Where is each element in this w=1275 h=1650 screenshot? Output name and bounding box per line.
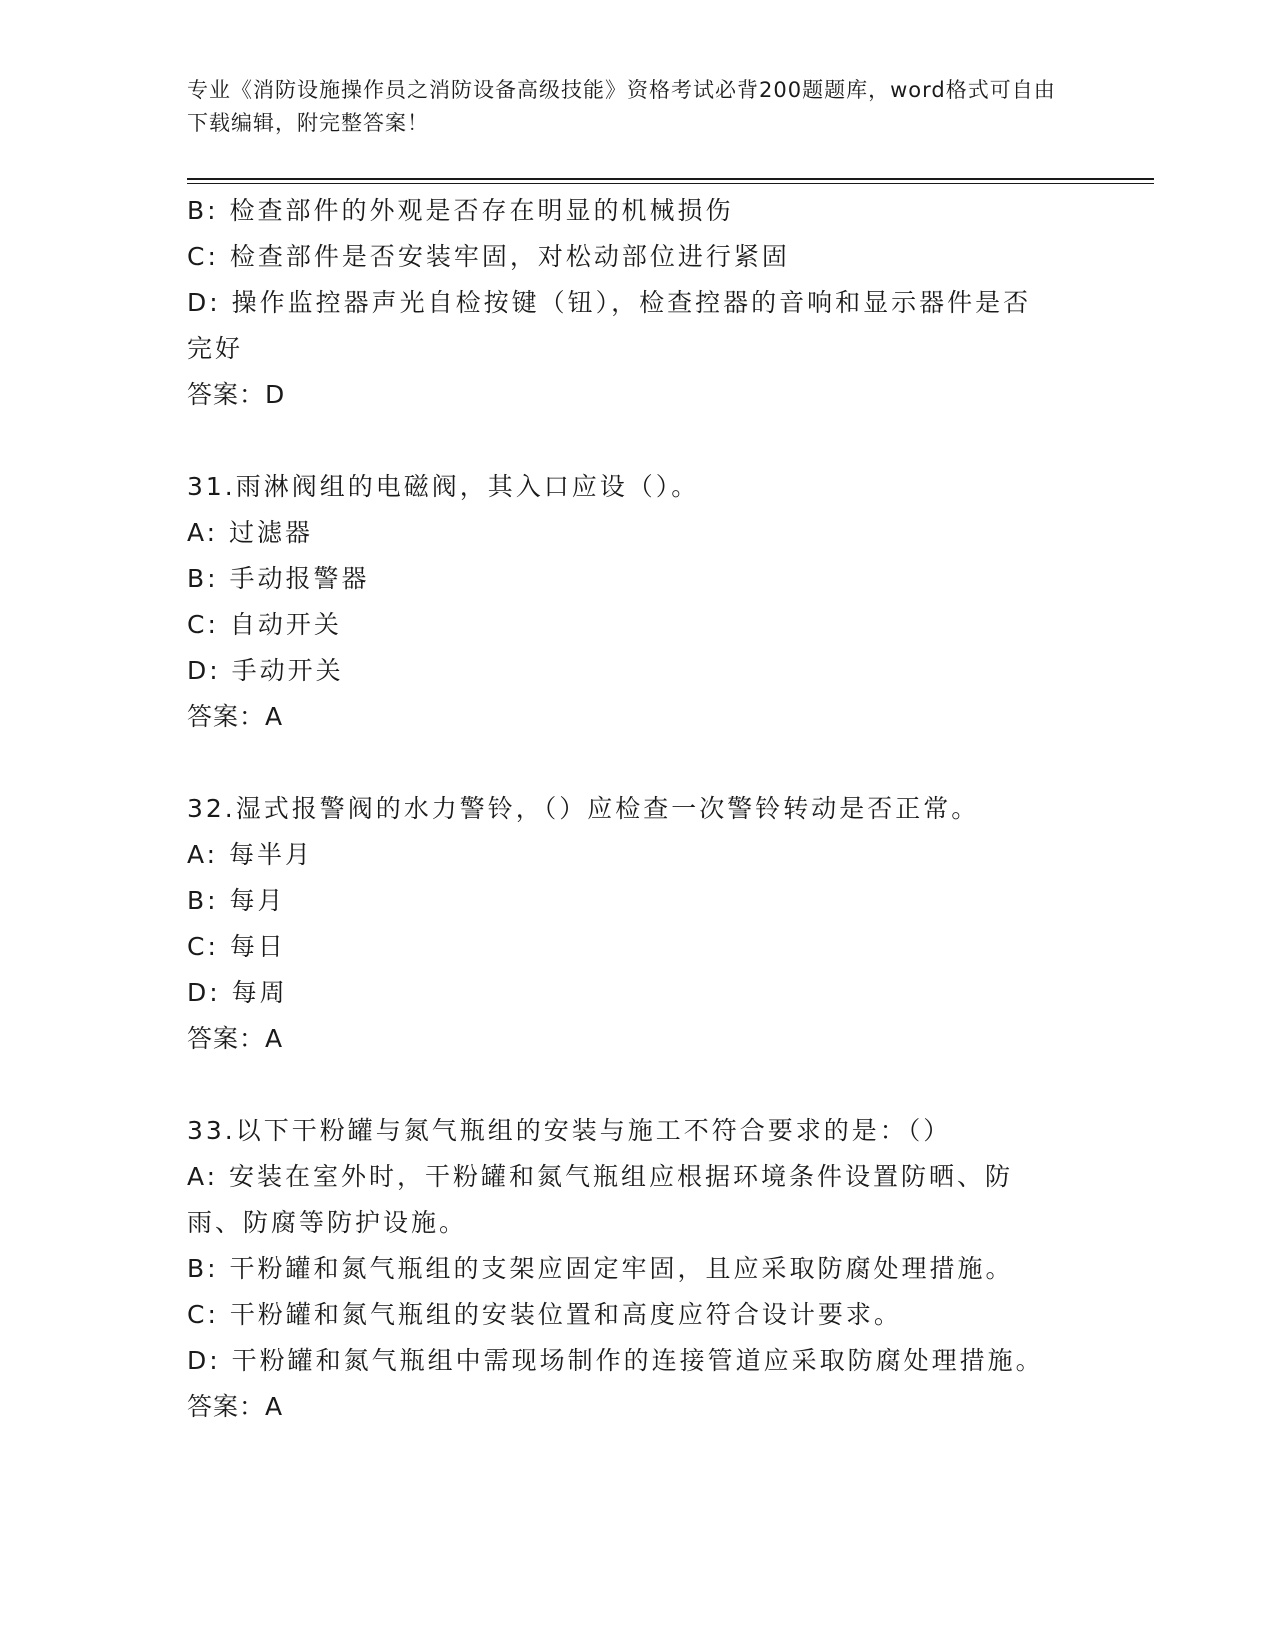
option-b: B: 干粉罐和氮气瓶组的支架应固定牢固，且应采取防腐处理措施。 (187, 1254, 1014, 1283)
spacer (187, 1062, 1067, 1108)
answer-label: 答案： (187, 1024, 266, 1053)
answer-value: A (265, 1392, 284, 1421)
spacer (187, 740, 1067, 786)
header-rule-thin (187, 183, 1154, 184)
answer-label: 答案： (187, 380, 266, 409)
option-d: D: 操作监控器声光自检按键（钮），检查控器的音响和显示器件是否完好 (187, 288, 1032, 363)
document-header: 专业《消防设施操作员之消防设备高级技能》资格考试必背200题题库，word格式可自由下载编辑，附完整答案！ (187, 78, 1056, 135)
question-stem: 33.以下干粉罐与氮气瓶组的安装与施工不符合要求的是：（） (187, 1116, 952, 1145)
option-b: B: 手动报警器 (187, 564, 370, 593)
option-c: C: 自动开关 (187, 610, 342, 639)
spacer (187, 418, 1067, 464)
option-d: D: 每周 (187, 978, 288, 1007)
question-stem: 31.雨淋阀组的电磁阀，其入口应设（）。 (187, 472, 700, 501)
option-b: B: 每月 (187, 886, 286, 915)
answer-line (187, 1016, 1067, 1062)
answer-value: A (265, 702, 284, 731)
option-c: C: 每日 (187, 932, 286, 961)
answer-line (187, 1384, 1067, 1430)
option-a: A: 安装在室外时，干粉罐和氮气瓶组应根据环境条件设置防晒、防雨、防腐等防护设施。 (187, 1162, 1014, 1237)
answer-label: 答案： (187, 1392, 266, 1421)
option-c: C: 检查部件是否安装牢固，对松动部位进行紧固 (187, 242, 790, 271)
question-stem: 32.湿式报警阀的水力警铃，（）应检查一次警铃转动是否正常。 (187, 794, 980, 823)
answer-value: A (265, 1024, 284, 1053)
option-a: A: 过滤器 (187, 518, 314, 547)
option-d: D: 手动开关 (187, 656, 344, 685)
answer-line (187, 372, 1067, 418)
option-b: B: 检查部件的外观是否存在明显的机械损伤 (187, 196, 734, 225)
option-d: D: 干粉罐和氮气瓶组中需现场制作的连接管道应采取防腐处理措施。 (187, 1346, 1044, 1375)
option-a: A: 每半月 (187, 840, 314, 869)
answer-line (187, 694, 1067, 740)
question-list (187, 188, 1067, 1430)
header-rule-thick (187, 178, 1154, 180)
option-c: C: 干粉罐和氮气瓶组的安装位置和高度应符合设计要求。 (187, 1300, 902, 1329)
answer-label: 答案： (187, 702, 266, 731)
answer-value: D (265, 380, 286, 409)
